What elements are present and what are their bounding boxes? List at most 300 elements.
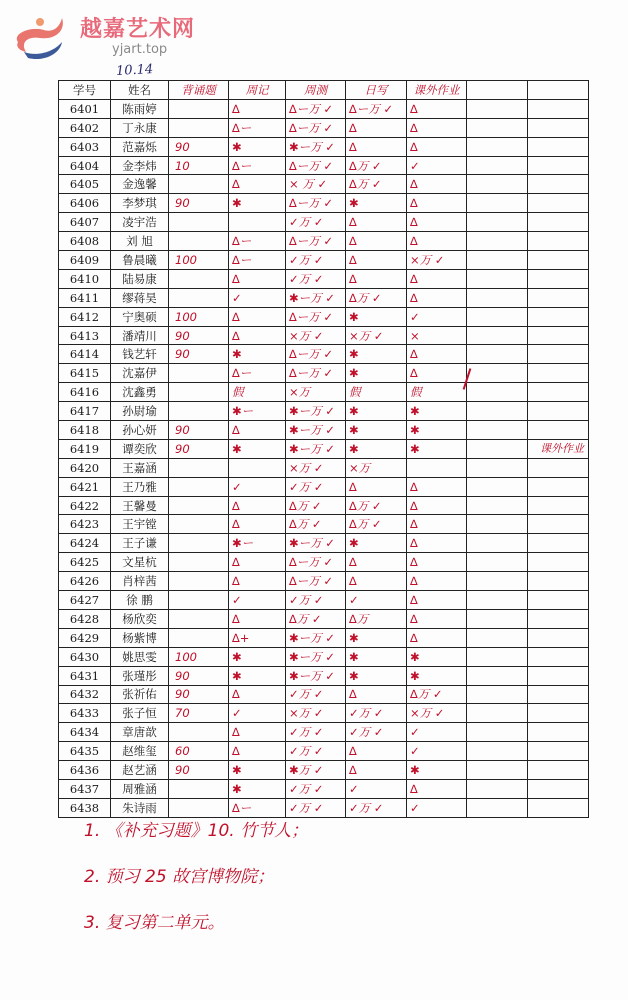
blank-cell [528, 232, 589, 251]
extra-homework-mark: ×万 ✓ [407, 704, 467, 723]
blank-cell [528, 609, 589, 628]
recitation-score [169, 175, 229, 194]
student-name: 王乃雅 [111, 477, 169, 496]
extra-homework-mark: × [407, 326, 467, 345]
recitation-score [169, 269, 229, 288]
recitation-score [169, 402, 229, 421]
weekly-test-mark: ✱ー万 ✓ [286, 288, 346, 307]
table-row [59, 345, 589, 364]
table-row [59, 383, 589, 402]
recitation-score [169, 477, 229, 496]
table-row [59, 779, 589, 798]
student-id: 6404 [59, 156, 111, 175]
daily-writing-mark: ✓ [346, 591, 407, 610]
student-id: 6410 [59, 269, 111, 288]
extra-homework-mark: ∆ [407, 213, 467, 232]
blank-cell [467, 288, 528, 307]
blank-cell [467, 723, 528, 742]
extra-homework-mark: ✱ [407, 647, 467, 666]
blank-cell [528, 137, 589, 156]
recitation-score: 90 [169, 685, 229, 704]
extra-homework-mark [407, 458, 467, 477]
student-id: 6414 [59, 345, 111, 364]
blank-cell [528, 779, 589, 798]
blank-cell [467, 647, 528, 666]
logo-name: 越嘉艺术网 [80, 17, 196, 42]
table-row [59, 213, 589, 232]
weekly-journal-mark: ✱ [229, 779, 286, 798]
blank-cell [528, 175, 589, 194]
blank-cell [528, 364, 589, 383]
blank-cell [528, 553, 589, 572]
header-blank-2 [528, 81, 589, 100]
weekly-test-mark: ✓万 ✓ [286, 477, 346, 496]
daily-writing-mark: ✱ [346, 534, 407, 553]
daily-writing-mark: ✓万 ✓ [346, 723, 407, 742]
student-name: 钱艺轩 [111, 345, 169, 364]
blank-cell [528, 99, 589, 118]
weekly-test-mark: ✱ー万 ✓ [286, 647, 346, 666]
student-name: 金逸馨 [111, 175, 169, 194]
blank-cell [528, 496, 589, 515]
recitation-score [169, 779, 229, 798]
weekly-test-mark: ∆ー万 ✓ [286, 572, 346, 591]
weekly-journal-mark: ∆ [229, 326, 286, 345]
extra-homework-mark: ✓ [407, 742, 467, 761]
recitation-score [169, 496, 229, 515]
table-row [59, 628, 589, 647]
student-id: 6420 [59, 458, 111, 477]
recitation-score: 100 [169, 647, 229, 666]
student-id: 6421 [59, 477, 111, 496]
weekly-journal-mark: ✱ [229, 194, 286, 213]
student-name: 鲁晨曦 [111, 251, 169, 270]
recitation-score: 90 [169, 439, 229, 458]
handwritten-date: 10.14 [115, 62, 154, 79]
student-name: 谭奕欣 [111, 439, 169, 458]
student-id: 6413 [59, 326, 111, 345]
header-extra-homework: 课外作业 [407, 81, 467, 100]
student-id: 6433 [59, 704, 111, 723]
weekly-test-mark: × 万 ✓ [286, 175, 346, 194]
table-row [59, 137, 589, 156]
blank-cell [528, 704, 589, 723]
weekly-test-mark: ∆万 ✓ [286, 515, 346, 534]
table-row [59, 496, 589, 515]
daily-writing-mark: ∆ [346, 251, 407, 270]
recitation-score [169, 232, 229, 251]
student-name: 凌宇浩 [111, 213, 169, 232]
recitation-score: 90 [169, 345, 229, 364]
recitation-score: 100 [169, 307, 229, 326]
table-row [59, 572, 589, 591]
student-id: 6415 [59, 364, 111, 383]
student-id: 6408 [59, 232, 111, 251]
blank-cell [528, 421, 589, 440]
weekly-test-mark: ✓万 ✓ [286, 213, 346, 232]
weekly-journal-mark: ✓ [229, 591, 286, 610]
recitation-score [169, 628, 229, 647]
blank-cell [467, 591, 528, 610]
student-name: 杨欣奕 [111, 609, 169, 628]
student-id: 6422 [59, 496, 111, 515]
student-id: 6432 [59, 685, 111, 704]
extra-homework-mark: ∆ [407, 609, 467, 628]
extra-homework-mark: ✱ [407, 666, 467, 685]
student-name: 周雅涵 [111, 779, 169, 798]
daily-writing-mark: 假 [346, 383, 407, 402]
student-name: 王宇镗 [111, 515, 169, 534]
weekly-test-mark: ∆ー万 ✓ [286, 99, 346, 118]
student-id: 6429 [59, 628, 111, 647]
table-row [59, 742, 589, 761]
blank-cell [528, 383, 589, 402]
extra-homework-mark: ✓ [407, 798, 467, 817]
blank-cell [528, 251, 589, 270]
recitation-score [169, 609, 229, 628]
student-name: 徐 鹏 [111, 591, 169, 610]
recitation-score [169, 288, 229, 307]
weekly-test-mark: ✓万 ✓ [286, 779, 346, 798]
table-row [59, 685, 589, 704]
student-id: 6424 [59, 534, 111, 553]
weekly-journal-mark [229, 458, 286, 477]
daily-writing-mark: ∆ [346, 269, 407, 288]
recitation-score [169, 572, 229, 591]
header-student-name: 姓名 [111, 81, 169, 100]
recitation-score: 70 [169, 704, 229, 723]
logo-url: yjart.top [112, 42, 168, 57]
blank-cell [528, 269, 589, 288]
daily-writing-mark: ∆ [346, 213, 407, 232]
table-row [59, 175, 589, 194]
student-name: 赵维玺 [111, 742, 169, 761]
table-row [59, 364, 589, 383]
blank-cell [467, 628, 528, 647]
daily-writing-mark: ∆万 ✓ [346, 496, 407, 515]
student-id: 6406 [59, 194, 111, 213]
table-row [59, 251, 589, 270]
weekly-test-mark: ✱万 ✓ [286, 761, 346, 780]
daily-writing-mark: ∆ [346, 761, 407, 780]
weekly-journal-mark: ∆ [229, 496, 286, 515]
weekly-journal-mark: ∆ [229, 269, 286, 288]
recitation-score [169, 723, 229, 742]
blank-cell [528, 572, 589, 591]
daily-writing-mark: ×万 [346, 458, 407, 477]
extra-homework-mark: ∆ [407, 496, 467, 515]
weekly-journal-mark: ✓ [229, 704, 286, 723]
student-name: 赵艺涵 [111, 761, 169, 780]
blank-cell [467, 666, 528, 685]
daily-writing-mark: ∆ [346, 477, 407, 496]
blank-cell [528, 798, 589, 817]
table-row [59, 647, 589, 666]
daily-writing-mark: ∆ー万 ✓ [346, 99, 407, 118]
blank-cell [467, 251, 528, 270]
student-name: 潘靖川 [111, 326, 169, 345]
weekly-test-mark: ×万 [286, 383, 346, 402]
table-row [59, 288, 589, 307]
table-row [59, 609, 589, 628]
weekly-test-mark: ✓万 ✓ [286, 251, 346, 270]
blank-cell [467, 99, 528, 118]
blank-cell [467, 402, 528, 421]
student-name: 章唐歆 [111, 723, 169, 742]
blank-cell [528, 591, 589, 610]
blank-cell [467, 477, 528, 496]
weekly-journal-mark: ∆ [229, 307, 286, 326]
recitation-score [169, 213, 229, 232]
extra-homework-mark: ✱ [407, 421, 467, 440]
weekly-journal-mark: ✱ [229, 345, 286, 364]
student-id: 6431 [59, 666, 111, 685]
student-id: 6425 [59, 553, 111, 572]
daily-writing-mark: ×万 ✓ [346, 326, 407, 345]
blank-cell [467, 742, 528, 761]
recitation-score [169, 591, 229, 610]
student-name: 范嘉烁 [111, 137, 169, 156]
header-recitation: 背诵题 [169, 81, 229, 100]
table-row [59, 232, 589, 251]
header-weekly-journal: 周记 [229, 81, 286, 100]
weekly-journal-mark: 假 [229, 383, 286, 402]
table-row [59, 99, 589, 118]
weekly-test-mark: ✓万 ✓ [286, 685, 346, 704]
student-id: 6411 [59, 288, 111, 307]
recitation-score [169, 99, 229, 118]
student-name: 张子恒 [111, 704, 169, 723]
weekly-journal-mark: ✱ [229, 761, 286, 780]
daily-writing-mark: ∆ [346, 572, 407, 591]
blank-cell [467, 118, 528, 137]
extra-homework-mark: ∆ [407, 99, 467, 118]
student-name: 丁永康 [111, 118, 169, 137]
weekly-test-mark: ✓万 ✓ [286, 269, 346, 288]
recitation-score: 90 [169, 194, 229, 213]
blank-cell [467, 269, 528, 288]
student-name: 孙心妍 [111, 421, 169, 440]
blank-cell [467, 326, 528, 345]
daily-writing-mark: ✱ [346, 421, 407, 440]
student-name: 王嘉涵 [111, 458, 169, 477]
weekly-test-mark: ∆ー万 ✓ [286, 156, 346, 175]
daily-writing-mark: ✱ [346, 307, 407, 326]
table-row [59, 458, 589, 477]
blank-cell [528, 345, 589, 364]
daily-writing-mark: ✱ [346, 666, 407, 685]
weekly-test-mark: ✓万 ✓ [286, 723, 346, 742]
extra-homework-mark: ✓ [407, 307, 467, 326]
header-daily-writing: 日写 [346, 81, 407, 100]
weekly-test-mark: ∆万 ✓ [286, 609, 346, 628]
daily-writing-mark: ∆ [346, 685, 407, 704]
weekly-test-mark: ∆ー万 ✓ [286, 364, 346, 383]
student-id: 6419 [59, 439, 111, 458]
daily-writing-mark: ✓万 ✓ [346, 798, 407, 817]
weekly-journal-mark: ✓ [229, 477, 286, 496]
extra-homework-mark: ∆ [407, 477, 467, 496]
student-name: 杨紫博 [111, 628, 169, 647]
table-row [59, 421, 589, 440]
weekly-journal-mark: ∆ー [229, 798, 286, 817]
daily-writing-mark: ✓ [346, 779, 407, 798]
blank-cell [528, 534, 589, 553]
daily-writing-mark: ✱ [346, 439, 407, 458]
extra-homework-mark: ∆ [407, 137, 467, 156]
student-name: 张瑾彤 [111, 666, 169, 685]
weekly-journal-mark: ∆ー [229, 232, 286, 251]
recitation-score [169, 534, 229, 553]
weekly-journal-mark: ∆ [229, 572, 286, 591]
recitation-score [169, 515, 229, 534]
blank-cell [528, 685, 589, 704]
weekly-test-mark: ✓万 ✓ [286, 742, 346, 761]
student-name: 缪蒋昊 [111, 288, 169, 307]
daily-writing-mark: ∆万 ✓ [346, 288, 407, 307]
homework-note-1: 1. 《补充习题》10. 竹节人； [84, 821, 309, 841]
blank-cell [528, 761, 589, 780]
weekly-journal-mark: ∆ [229, 742, 286, 761]
weekly-journal-mark: ∆ [229, 553, 286, 572]
weekly-journal-mark: ∆ー [229, 156, 286, 175]
weekly-journal-mark: ∆ー [229, 364, 286, 383]
student-id: 6405 [59, 175, 111, 194]
table-row [59, 439, 589, 458]
weekly-test-mark: ✱ー万 ✓ [286, 439, 346, 458]
extra-homework-mark: ✓ [407, 723, 467, 742]
recitation-score: 90 [169, 421, 229, 440]
weekly-test-mark: ✱ー万 ✓ [286, 534, 346, 553]
table-row [59, 156, 589, 175]
weekly-test-mark: ✱ー万 ✓ [286, 666, 346, 685]
student-name: 张祈佑 [111, 685, 169, 704]
blank-cell [467, 458, 528, 477]
blank-cell [528, 647, 589, 666]
student-name: 姚思雯 [111, 647, 169, 666]
blank-cell [467, 439, 528, 458]
blank-cell [467, 345, 528, 364]
table-row [59, 723, 589, 742]
weekly-journal-mark [229, 213, 286, 232]
student-id: 6417 [59, 402, 111, 421]
weekly-test-mark: ✱ー万 ✓ [286, 402, 346, 421]
weekly-test-mark: ✱ー万 ✓ [286, 137, 346, 156]
weekly-test-mark: ✱ー万 ✓ [286, 628, 346, 647]
blank-cell [467, 364, 528, 383]
logo-mark-icon [10, 12, 68, 60]
weekly-test-mark: ∆ー万 ✓ [286, 307, 346, 326]
margin-note: 课外作业 [540, 442, 584, 455]
weekly-journal-mark: ∆ [229, 685, 286, 704]
weekly-test-mark: ✱ー万 ✓ [286, 421, 346, 440]
extra-homework-mark: ∆ [407, 118, 467, 137]
student-name: 陈雨婷 [111, 99, 169, 118]
student-id: 6423 [59, 515, 111, 534]
weekly-test-mark: ∆ー万 ✓ [286, 553, 346, 572]
daily-writing-mark: ∆万 ✓ [346, 175, 407, 194]
student-id: 6407 [59, 213, 111, 232]
weekly-journal-mark: ∆+ [229, 628, 286, 647]
daily-writing-mark: ✱ [346, 402, 407, 421]
blank-cell [528, 194, 589, 213]
weekly-test-mark: ∆ー万 ✓ [286, 194, 346, 213]
student-id: 6427 [59, 591, 111, 610]
table-row [59, 194, 589, 213]
table-row [59, 761, 589, 780]
recitation-score [169, 458, 229, 477]
table-row [59, 118, 589, 137]
recitation-score: 60 [169, 742, 229, 761]
daily-writing-mark: ∆ [346, 118, 407, 137]
student-id: 6403 [59, 137, 111, 156]
recitation-score [169, 553, 229, 572]
student-id: 6434 [59, 723, 111, 742]
weekly-journal-mark: ✱ー [229, 402, 286, 421]
site-logo [10, 8, 210, 64]
extra-homework-mark: ∆ [407, 515, 467, 534]
recitation-score: 10 [169, 156, 229, 175]
weekly-journal-mark: ✱ [229, 439, 286, 458]
weekly-test-mark: ✓万 ✓ [286, 591, 346, 610]
blank-cell [528, 307, 589, 326]
weekly-journal-mark: ∆ [229, 515, 286, 534]
extra-homework-mark: ∆ [407, 288, 467, 307]
weekly-journal-mark: ∆ー [229, 118, 286, 137]
daily-writing-mark: ✱ [346, 364, 407, 383]
student-name: 刘 旭 [111, 232, 169, 251]
weekly-journal-mark: ✱ [229, 137, 286, 156]
blank-cell [467, 553, 528, 572]
homework-note-2: 2. 预习 25 故宫博物院； [84, 867, 275, 887]
recitation-score [169, 364, 229, 383]
student-name: 孙尉瑜 [111, 402, 169, 421]
extra-homework-mark: ∆ [407, 572, 467, 591]
recitation-score: 90 [169, 761, 229, 780]
extra-homework-mark: ×万 ✓ [407, 251, 467, 270]
blank-cell [467, 685, 528, 704]
student-id: 6435 [59, 742, 111, 761]
weekly-journal-mark: ∆ [229, 723, 286, 742]
student-name: 陆易康 [111, 269, 169, 288]
table-row [59, 477, 589, 496]
student-id: 6402 [59, 118, 111, 137]
extra-homework-mark: ✱ [407, 439, 467, 458]
student-id: 6437 [59, 779, 111, 798]
blank-cell [467, 572, 528, 591]
table-row [59, 591, 589, 610]
extra-homework-mark: ∆ [407, 345, 467, 364]
table-row [59, 666, 589, 685]
extra-homework-mark: ∆ [407, 269, 467, 288]
blank-cell [467, 761, 528, 780]
blank-cell [528, 156, 589, 175]
table-row [59, 534, 589, 553]
student-id: 6409 [59, 251, 111, 270]
homework-notes [84, 808, 308, 946]
blank-cell [528, 666, 589, 685]
student-id: 6416 [59, 383, 111, 402]
weekly-journal-mark: ∆ [229, 175, 286, 194]
student-id: 6401 [59, 99, 111, 118]
blank-cell [467, 534, 528, 553]
student-name: 王子谦 [111, 534, 169, 553]
student-name: 肖梓茜 [111, 572, 169, 591]
daily-writing-mark: ∆ [346, 742, 407, 761]
student-id: 6412 [59, 307, 111, 326]
weekly-journal-mark: ∆ー [229, 251, 286, 270]
extra-homework-mark: ∆ [407, 175, 467, 194]
